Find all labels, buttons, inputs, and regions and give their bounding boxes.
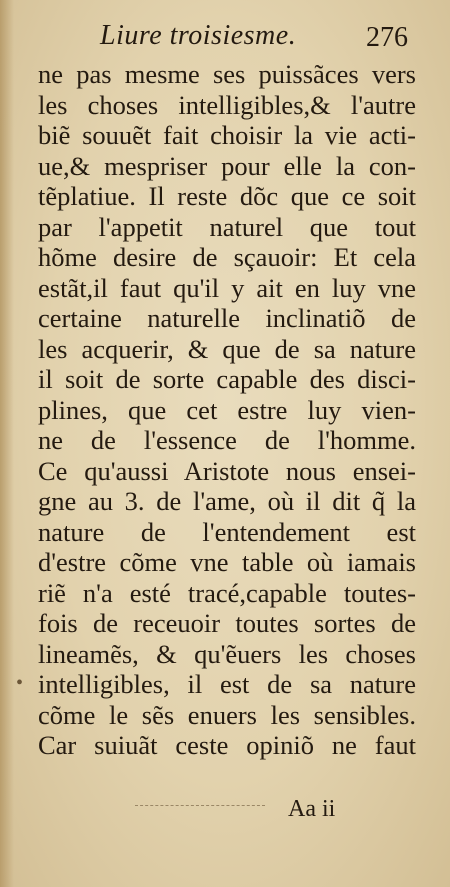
text-line: plines, que cet estre luy vien- xyxy=(38,394,416,425)
text-line: par l'appetit naturel que tout xyxy=(38,211,416,242)
text-line: cõme le sẽs enuers les sensibles. xyxy=(38,699,416,730)
page-number: 276 xyxy=(366,22,408,53)
text-line: nature de l'entendement est xyxy=(38,516,416,547)
text-line: les acquerir, & que de sa nature xyxy=(38,333,416,364)
text-line: estãt,il faut qu'il y ait en luy vne xyxy=(38,272,416,303)
text-line: d'estre cõme vne table où iamais xyxy=(38,547,416,577)
page-header xyxy=(0,14,450,54)
body-text xyxy=(38,59,416,761)
text-line: ne de l'essence de l'homme. xyxy=(38,425,416,455)
text-line: biẽ souuẽt fait choisir la vie acti- xyxy=(38,120,416,150)
signature-mark: Aa ii xyxy=(288,796,336,822)
text-line: fois de receuoir toutes sortes de xyxy=(38,608,416,638)
text-line: Car suiuãt ceste opiniõ ne faut xyxy=(38,730,416,760)
text-line: gne au 3. de l'ame, où il dit q̃ la xyxy=(38,486,416,516)
text-line: il soit de sorte capable des disci- xyxy=(38,364,416,394)
running-head: Liure troisiesme. xyxy=(100,20,297,51)
text-line: ue,& mespriser pour elle la con- xyxy=(38,150,416,181)
text-line: les choses intelligibles,& l'autre xyxy=(38,89,416,120)
text-line: hõme desire de sçauoir: Et cela xyxy=(38,242,416,272)
text-line: tẽplatiue. Il reste dõc que ce soit xyxy=(38,181,416,211)
text-line: lineamẽs, & qu'ẽuers les choses xyxy=(38,638,416,669)
text-line: Ce qu'aussi Aristote nous ensei- xyxy=(38,455,416,486)
margin-mark: • xyxy=(16,672,24,694)
page-edge-shadow xyxy=(0,0,14,887)
text-line: ne pas mesme ses puissãces vers xyxy=(38,59,416,89)
footer-rule xyxy=(135,805,265,806)
text-line: riẽ n'a esté tracé,capable toutes- xyxy=(38,577,416,608)
text-line: intelligibles, il est de sa nature xyxy=(38,669,416,699)
page-footer xyxy=(0,796,450,826)
text-line: certaine naturelle inclinatiõ de xyxy=(38,303,416,333)
